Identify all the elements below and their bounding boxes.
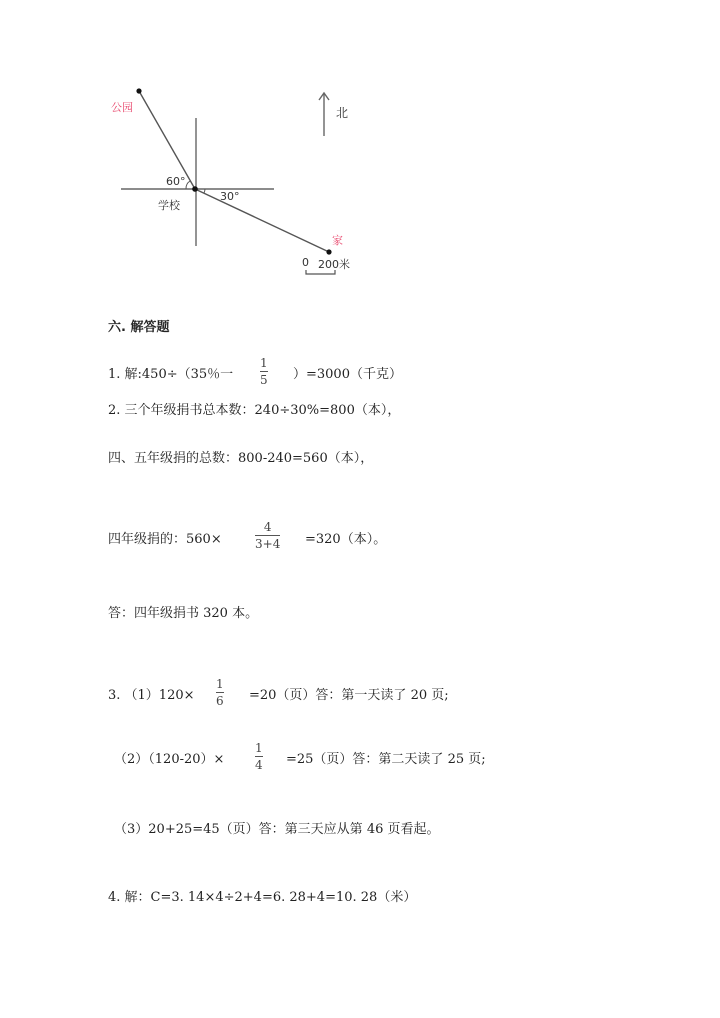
q2-line3-post: =320（本）。 [305, 532, 387, 547]
q2-frac-num: 4 [263, 520, 272, 534]
home-label: 家 [332, 234, 343, 247]
angle-60-label: 60° [166, 175, 186, 188]
q2-line1: 2. 三个年级捐书总本数：240÷30%=800（本）， [108, 403, 401, 418]
q3-p1-pre: 3. （1）120× [108, 688, 195, 703]
map-lines [0, 0, 720, 290]
q2-frac-den: 3+4 [255, 537, 281, 551]
fraction-bar [216, 692, 224, 693]
north-label: 北 [336, 106, 349, 120]
school-label: 学校 [158, 199, 180, 212]
q2-line2: 四、五年级捐的总数：800-240=560（本）， [108, 451, 374, 466]
q1-frac-num: 1 [260, 356, 268, 370]
q3-p1-frac-den: 6 [216, 694, 224, 708]
q3-p3: （3）20+25=45（页）答：第三天应从第 46 页看起。 [114, 822, 440, 837]
q1-pre: 1. 解:450÷（35％一 [108, 367, 234, 382]
scale-zero-label: 0 [302, 256, 309, 269]
q3-p2-frac-num: 1 [255, 741, 263, 755]
q3-p1-frac-num: 1 [216, 677, 224, 691]
q3-p2-post: =25（页）答：第二天读了 25 页; [286, 752, 486, 767]
section-title: 六. 解答题 [108, 320, 170, 335]
q3-p2-frac-den: 4 [255, 758, 263, 772]
scale-end-label: 200米 [318, 258, 350, 271]
q2-line3-pre: 四年级捐的：560× [108, 532, 222, 547]
q1-fraction [260, 356, 268, 387]
fraction-bar [260, 371, 268, 372]
q1-frac-den: 5 [260, 373, 268, 387]
answer-q4: 4. 解：C=3. 14×4÷2+4=6. 28+4=10. 28（米） [108, 890, 417, 905]
q2-answer: 答：四年级捐书 320 本。 [108, 606, 259, 621]
park-label: 公园 [111, 101, 133, 114]
fraction-bar [255, 756, 263, 757]
direction-map-diagram [0, 0, 720, 290]
q3-p2-fraction [255, 741, 263, 772]
q1-post: ）=3000（千克） [293, 367, 402, 382]
angle-30-label: 30° [220, 190, 240, 203]
q3-p2-pre: （2）（120-20）× [114, 752, 225, 767]
fraction-bar [255, 535, 280, 536]
q3-p1-fraction [216, 677, 224, 708]
q2-fraction [255, 520, 280, 551]
q3-p1-post: =20（页）答：第一天读了 20 页; [249, 688, 449, 703]
